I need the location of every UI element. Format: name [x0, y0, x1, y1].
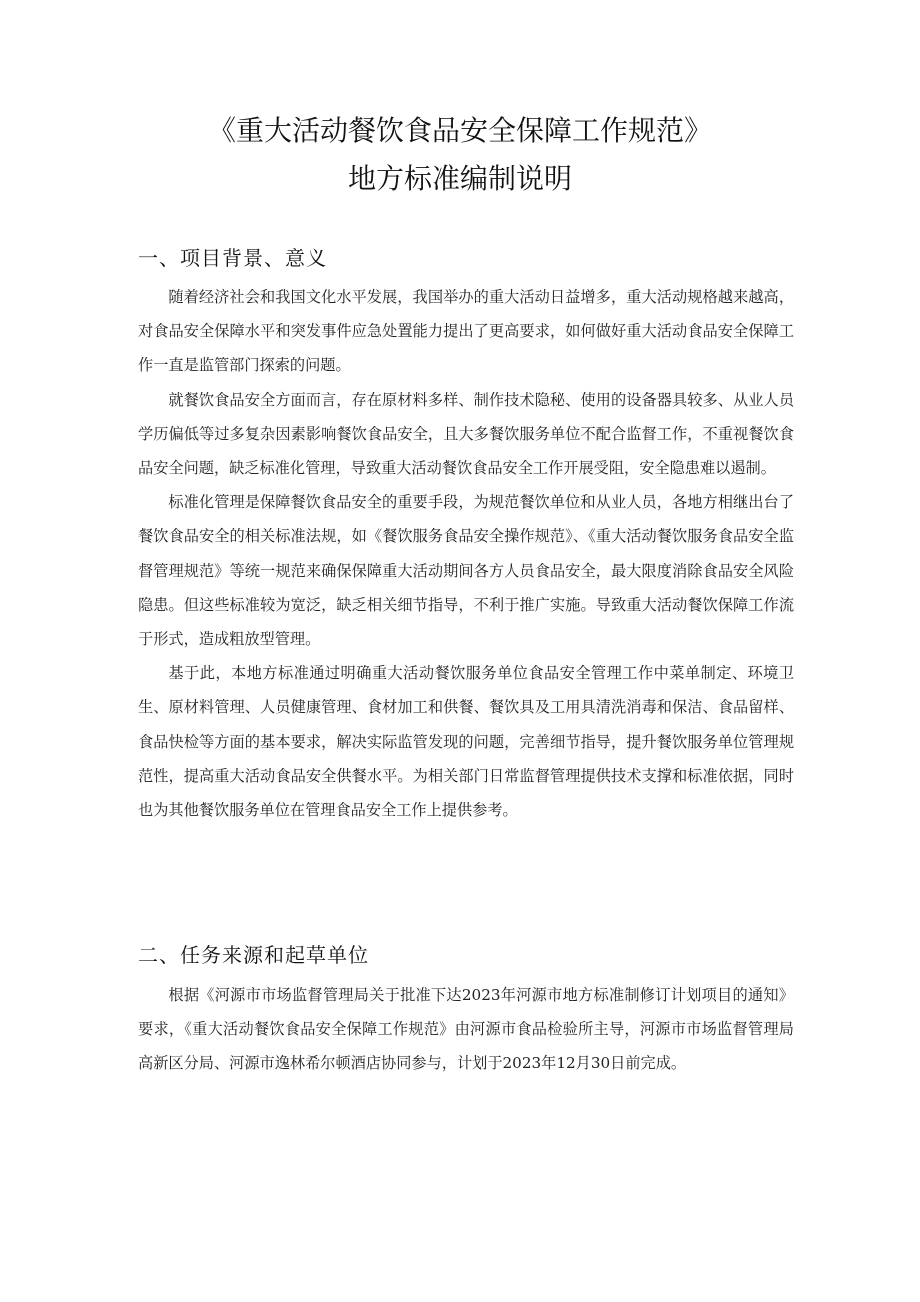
paragraph: 就餐饮食品安全方面而言，存在原材料多样、制作技术隐秘、使用的设备器具较多、从业人员学历偏低等过多复杂因素影响餐饮食品安全，且大多餐饮服务单位不配合监督工作，不重视餐饮食品安全问题，缺乏标准化管理，导致重大活动餐饮食品安全工作开展受阻，安全隐患难以遏制。	[138, 390, 794, 478]
paragraph: 随着经济社会和我国文化水平发展，我国举办的重大活动日益增多，重大活动规格越来越高，对食品安全保障水平和突发事件应急处置能力提出了更高要求，如何做好重大活动食品安全保障工作一直是监管部门探索的问题。	[138, 288, 794, 375]
section-heading-task-source: 二、任务来源和起草单位	[138, 943, 369, 967]
paragraph: 标准化管理是保障餐饮食品安全的重要手段，为规范餐饮单位和从业人员，各地方相继出台了餐饮食品安全的相关标准法规，如《餐饮服务食品安全操作规范》、《重大活动餐饮服务食品安全监督管理规范》等统一规范来确保保障重大活动期间各方人员食品安全，最大限度消除食品安全风险隐患。但这些标准较为宽泛，缺乏相关细节指导，不利于推广实施。导致重大活动餐饮保障工作流于形式，造成粗放型管理。	[138, 493, 794, 649]
paragraph: 基于此，本地方标准通过明确重大活动餐饮服务单位食品安全管理工作中菜单制定、环境卫生、原材料管理、人员健康管理、食材加工和供餐、餐饮具及工用具清洗消毒和保洁、食品留样、食品快检等方面的基本要求，解决实际监管发现的问题，完善细节指导，提升餐饮服务单位管理规范性，提高重大活动食品安全供餐水平。为相关部门日常监督管理提供技术支撑和标准依据，同时也为其他餐饮服务单位在管理食品安全工作上提供参考。	[138, 664, 794, 820]
document-title: 《重大活动餐饮食品安全保障工作规范》	[207, 114, 712, 147]
document-subtitle: 地方标准编制说明	[347, 162, 572, 195]
section-heading-background: 一、项目背景、意义	[138, 246, 327, 270]
section-body-background	[138, 280, 794, 827]
paragraph: 根据《河源市市场监督管理局关于批准下达2023年河源市地方标准制修订计划项目的通知》要求，《重大活动餐饮食品安全保障工作规范》由河源市食品检验所主导，河源市市场监督管理局高新区分局、河源市逸林希尔顿酒店协同参与，计划于2023年12月30日前完成。	[138, 986, 794, 1073]
section-body-task-source	[138, 978, 794, 1081]
